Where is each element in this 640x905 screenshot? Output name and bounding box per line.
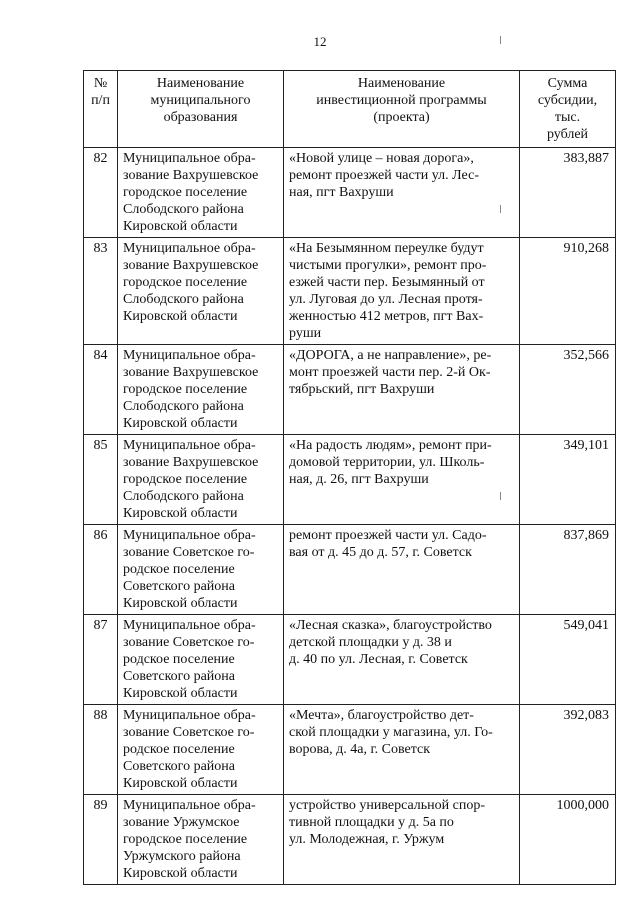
row-municipality: Муниципальное обра- зование Советское го- родское поселение Советского района Кировской области <box>118 615 284 705</box>
row-municipality: Муниципальное обра- зование Уржумское городское поселение Уржумского района Кировской области <box>118 795 284 885</box>
table-row <box>84 795 616 885</box>
row-amount: 1000,000 <box>520 795 616 885</box>
row-amount: 549,041 <box>520 615 616 705</box>
row-municipality: Муниципальное обра- зование Советское го- родское поселение Советского района Кировской области <box>118 525 284 615</box>
row-amount: 349,101 <box>520 435 616 525</box>
row-number: 84 <box>84 345 118 435</box>
page-number: 12 <box>313 34 327 49</box>
scan-mark <box>500 205 501 213</box>
row-program: устройство универсальной спор- тивной площадки у д. 5а по ул. Молодежная, г. Уржум <box>284 795 520 885</box>
subsidies-table <box>83 70 616 885</box>
table-row <box>84 345 616 435</box>
scan-mark <box>500 36 501 44</box>
row-municipality: Муниципальное обра- зование Вахрушевское городское поселение Слободского района Кировской области <box>118 435 284 525</box>
row-program: «ДОРОГА, а не направление», ре- монт проезжей части пер. 2-й Ок- тябрьский, пгт Вахруши <box>284 345 520 435</box>
table-row <box>84 615 616 705</box>
scan-mark <box>500 492 501 500</box>
row-program: ремонт проезжей части ул. Садо- вая от д. 45 до д. 57, г. Советск <box>284 525 520 615</box>
table-row <box>84 238 616 345</box>
header-program: Наименование инвестиционной программы (проекта) <box>284 71 520 148</box>
row-amount: 352,566 <box>520 345 616 435</box>
row-municipality: Муниципальное обра- зование Вахрушевское городское поселение Слободского района Кировской области <box>118 238 284 345</box>
table-row <box>84 435 616 525</box>
row-program: «Мечта», благоустройство дет- ской площадки у магазина, ул. Го- ворова, д. 4а, г. Советск <box>284 705 520 795</box>
row-number: 86 <box>84 525 118 615</box>
row-program: «Лесная сказка», благоустройство детской площадки у д. 38 и д. 40 по ул. Лесная, г. Советск <box>284 615 520 705</box>
row-amount: 837,869 <box>520 525 616 615</box>
row-municipality: Муниципальное обра- зование Вахрушевское городское поселение Слободского района Кировской области <box>118 148 284 238</box>
row-number: 89 <box>84 795 118 885</box>
row-amount: 383,887 <box>520 148 616 238</box>
row-number: 83 <box>84 238 118 345</box>
header-amount: Сумма субсидии, тыс. рублей <box>520 71 616 148</box>
table-row <box>84 148 616 238</box>
table-header-row <box>84 71 616 148</box>
row-amount: 392,083 <box>520 705 616 795</box>
row-number: 88 <box>84 705 118 795</box>
header-municipality: Наименование муниципального образования <box>118 71 284 148</box>
row-municipality: Муниципальное обра- зование Советское го- родское поселение Советского района Кировской области <box>118 705 284 795</box>
row-program: «Новой улице – новая дорога», ремонт проезжей части ул. Лес- ная, пгт Вахруши <box>284 148 520 238</box>
row-number: 87 <box>84 615 118 705</box>
table-row <box>84 705 616 795</box>
row-number: 85 <box>84 435 118 525</box>
row-program: «На Безымянном переулке будут чистыми прогулки», ремонт про- езжей части пер. Безымянный от ул. Луговая до ул. Лесная протя- женностью 412 метров, пгт Вах- руши <box>284 238 520 345</box>
row-program: «На радость людям», ремонт при- домовой территории, ул. Школь- ная, д. 26, пгт Вахруши <box>284 435 520 525</box>
row-amount: 910,268 <box>520 238 616 345</box>
table-row <box>84 525 616 615</box>
header-number: № п/п <box>84 71 118 148</box>
row-number: 82 <box>84 148 118 238</box>
row-municipality: Муниципальное обра- зование Вахрушевское городское поселение Слободского района Кировской области <box>118 345 284 435</box>
